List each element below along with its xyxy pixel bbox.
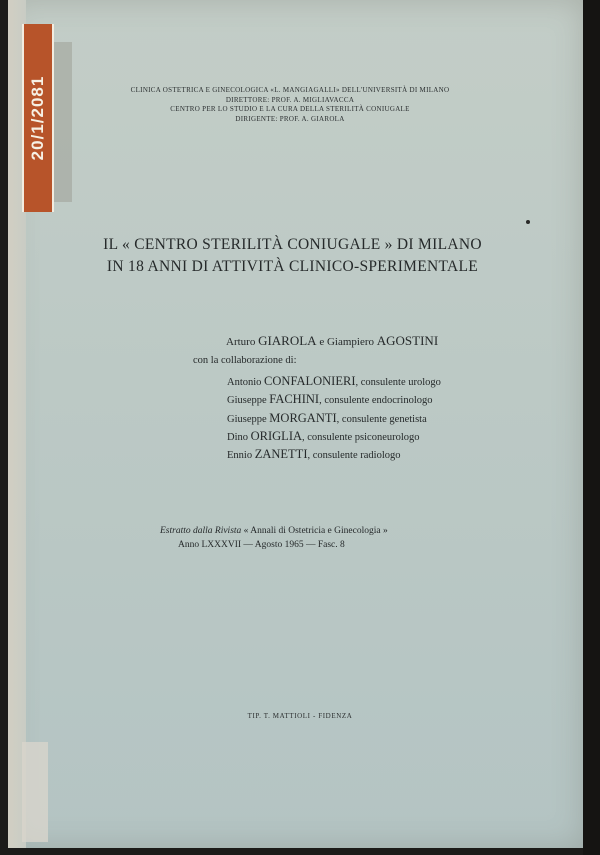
contributor-surname: ORIGLIA [250, 428, 303, 443]
contributor [227, 446, 487, 464]
contributor-role: , consulente psiconeurologo [302, 431, 420, 443]
author-2-surname: AGOSTINI [376, 333, 439, 348]
document-title [100, 234, 485, 278]
contributor-role: , consulente genetista [336, 413, 427, 425]
header-line-3: CENTRO PER LO STUDIO E LA CURA DELLA STERILITÀ CONIUGALE [170, 105, 410, 113]
contributor-given: Dino [227, 431, 248, 443]
title-line-1: IL « CENTRO STERILITÀ CONIUGALE » DI MILANO [103, 236, 482, 253]
journal-name: « Annali di Ostetricia e Ginecologia » [243, 526, 388, 536]
author-2-given: Giampiero [326, 336, 375, 348]
contributor [227, 391, 487, 409]
header-line-2: DIRETTORE: PROF. A. MIGLIAVACCA [225, 95, 355, 104]
extract-line-1 [160, 524, 430, 538]
header-line-1: CLINICA OSTETRICA E GINECOLOGICA «L. MANGIAGALLI» DELL'UNIVERSITÀ DI MILANO [130, 86, 450, 94]
extract-issue: Anno LXXXVII — Agosto 1965 — Fasc. 8 [178, 540, 345, 550]
authors-conjunction: e [319, 336, 325, 348]
journal-extract [160, 524, 430, 552]
contributor-given: Giuseppe [227, 413, 267, 425]
shelf-label [22, 24, 54, 212]
contributor [227, 410, 487, 428]
institution-header [110, 86, 470, 124]
page-right-edge [583, 0, 600, 855]
authors-line [226, 333, 486, 349]
extract-prefix: Estratto dalla Rivista [160, 526, 242, 536]
printer-imprint: TIP. T. MATTIOLI - FIDENZA [247, 712, 353, 720]
contributor [227, 373, 487, 391]
contributor-role: , consulente endocrinologo [319, 395, 433, 407]
author-1-given: Arturo [226, 336, 256, 348]
contributor-surname: MORGANTI [269, 410, 337, 425]
contributor-surname: ZANETTI [254, 447, 308, 462]
contributor-role: , consulente urologo [355, 377, 441, 388]
collaboration-intro: con la collaborazione di: [193, 355, 297, 366]
contributor-surname: CONFALONIERI [264, 374, 356, 388]
author-1-surname: GIAROLA [258, 333, 317, 348]
contributor [227, 428, 487, 446]
tape-strip-bottom [22, 742, 48, 842]
title-line-2: IN 18 ANNI DI ATTIVITÀ CLINICO-SPERIMENTALE [106, 258, 479, 275]
contributor-surname: FACHINI [269, 392, 320, 407]
contributor-role: , consulente radiologo [307, 450, 401, 462]
ink-spot [526, 220, 530, 224]
header-line-4: DIRIGENTE: PROF. A. GIAROLA [235, 114, 345, 123]
contributor-given: Giuseppe [227, 395, 267, 407]
contributors-list [227, 373, 487, 464]
contributor-given: Ennio [227, 450, 253, 462]
contributor-given: Antonio [227, 377, 262, 388]
shelf-label-text: 20/1/2081 [28, 75, 47, 161]
